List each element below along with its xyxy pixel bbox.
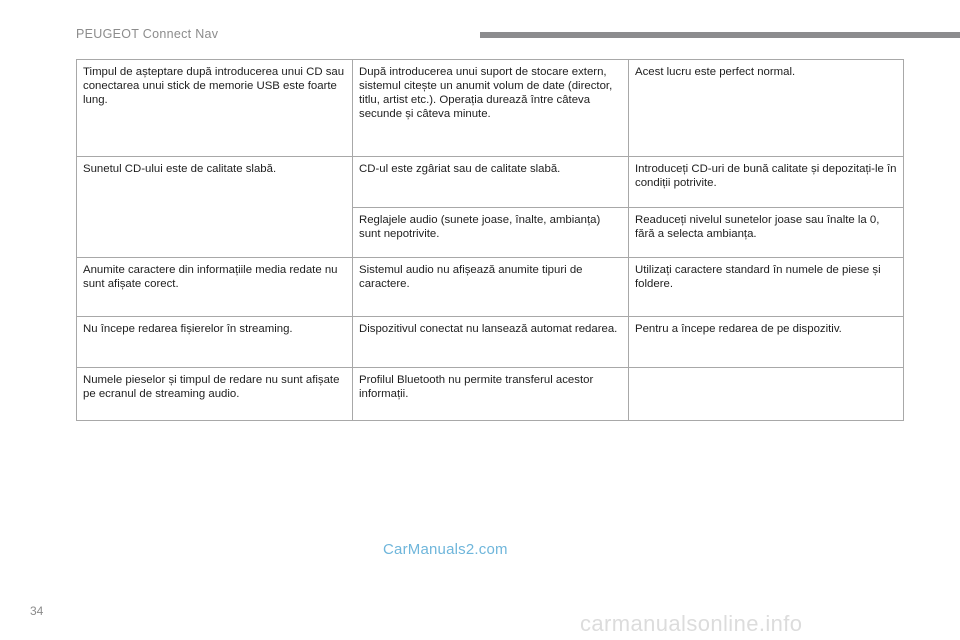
problem-cell: Sunetul CD-ului este de calitate slabă.	[77, 157, 353, 257]
cause-cell: După introducerea unui suport de stocare extern, sistemul citește un anumit volum de date (director, titlu, artist etc.). Operația durează între câteva secunde și câteva minute.	[353, 60, 629, 156]
solution-cell: Introduceți CD-uri de bună calitate și depozitați-le în condiții potrivite.	[635, 163, 897, 189]
cause-solution-group	[353, 157, 903, 257]
problem-cell: Anumite caractere din informațiile media redate nu sunt afișate corect.	[77, 258, 353, 316]
cause-cell: Sistemul audio nu afișează anumite tipuri de caractere.	[353, 258, 629, 316]
table-subrow	[353, 207, 903, 257]
solution-cell: Pentru a începe redarea de pe dispozitiv.	[635, 323, 842, 335]
table-row	[77, 316, 903, 367]
footer-watermark: carmanualsonline.info	[580, 611, 803, 636]
watermark-link[interactable]: CarManuals2.com	[383, 541, 508, 558]
table-subrow	[353, 157, 903, 207]
cause-cell: CD-ul este zgâriat sau de calitate slabă.	[353, 157, 629, 207]
header-bar	[480, 32, 960, 38]
cause-cell: Reglajele audio (sunete joase, înalte, ambianța) sunt nepotrivite.	[353, 208, 629, 257]
table-row	[77, 367, 903, 420]
table-row	[77, 156, 903, 257]
solution-cell: Readuceți nivelul sunetelor joase sau înalte la 0, fără a selecta ambianța.	[635, 214, 880, 240]
solution-cell: Utilizați caractere standard în numele de piese și foldere.	[635, 264, 881, 290]
solution-cell: Acest lucru este perfect normal.	[635, 66, 796, 78]
cause-cell: Dispozitivul conectat nu lansează automat redarea.	[353, 317, 629, 367]
page-header-title: PEUGEOT Connect Nav	[76, 27, 219, 41]
table-row	[77, 257, 903, 316]
page-number: 34	[30, 604, 44, 618]
table-row	[77, 60, 903, 156]
solution-cell	[629, 368, 903, 420]
cause-cell: Profilul Bluetooth nu permite transferul acestor informații.	[353, 368, 629, 420]
problem-cell: Nu începe redarea fișierelor în streaming.	[77, 317, 353, 367]
problem-cell: Timpul de așteptare după introducerea unui CD sau conectarea unui stick de memorie USB este foarte lung.	[77, 60, 353, 156]
troubleshooting-table	[76, 59, 904, 421]
problem-cell: Numele pieselor și timpul de redare nu sunt afișate pe ecranul de streaming audio.	[77, 368, 353, 420]
